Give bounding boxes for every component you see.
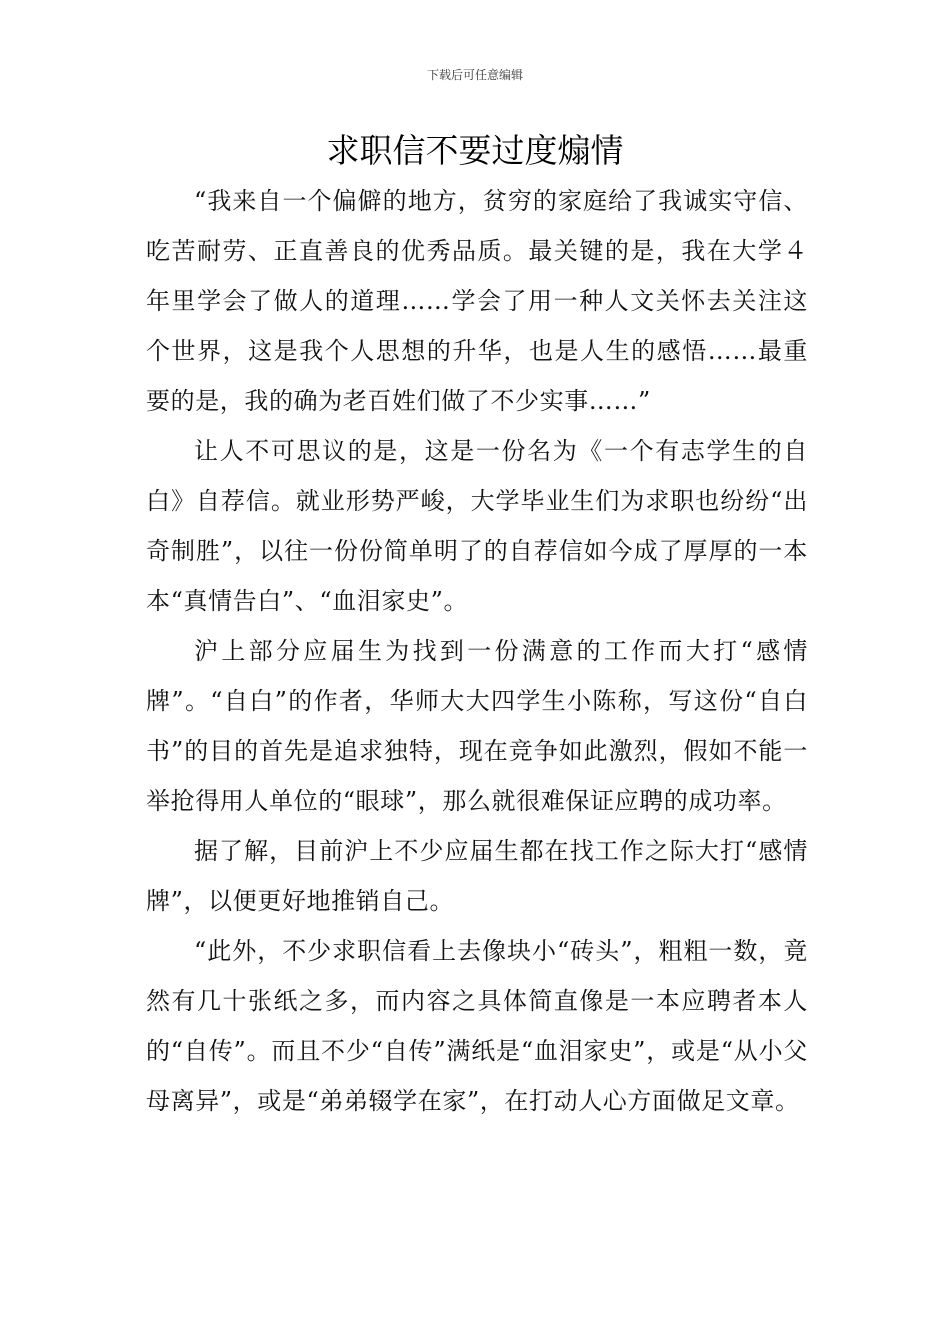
header-note: 下载后可任意编辑 [426,68,523,82]
document-title: 求职信不要过度煽情 [326,131,624,170]
paragraph-5: “此外，不少求职信看上去像块小“砖头”，粗粗一数，竟然有几十张纸之多，而内容之具体简直像是一本应聘者本人的“自传”。而且不少“自传”满纸是“血泪家史”，或是“从小父母离异”，或是“弟弟辍学在家”，在打动人心方面做足文章。 [146,937,808,1115]
paragraph-1: “我来自一个偏僻的地方，贫穷的家庭给了我诚实守信、吃苦耐劳、正直善良的优秀品质。最关键的是，我在大学４年里学会了做人的道理……学会了用一种人文关怀去关注这个世界，这是我个人思想的升华，也是人生的感悟……最重要的是，我的确为老百姓们做了不少实事……” [146,187,808,415]
paragraph-3: 沪上部分应届生为找到一份满意的工作而大打“感情牌”。“自白”的作者，华师大大四学生小陈称，写这份“自白书”的目的首先是追求独特，现在竞争如此激烈，假如不能一举抢得用人单位的“眼球”，那么就很难保证应聘的成功率。 [146,637,808,815]
document-body [146,176,808,1126]
paragraph-2: 让人不可思议的是，这是一份名为《一个有志学生的自白》自荐信。就业形势严峻，大学毕业生们为求职也纷纷“出奇制胜”，以往一份份简单明了的自荐信如今成了厚厚的一本本“真情告白”、“血泪家史”。 [146,437,808,615]
paragraph-4: 据了解，目前沪上不少应届生都在找工作之际大打“感情牌”，以便更好地推销自己。 [146,837,808,915]
